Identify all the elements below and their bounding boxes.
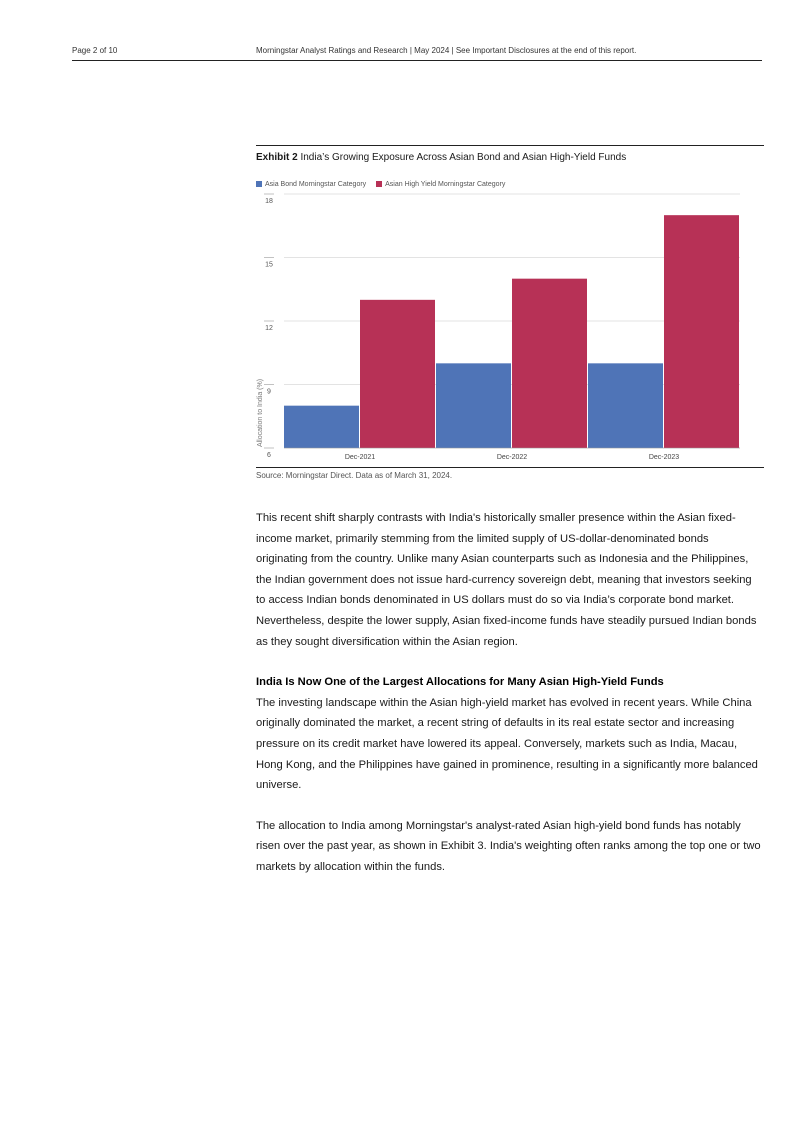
y-tick-label-2: 12 — [265, 325, 273, 332]
legend-swatch-asia-bond — [256, 181, 262, 187]
report-header-title: Morningstar Analyst Ratings and Research | May 2024 | See Important Disclosures at the end of this report. — [256, 46, 637, 55]
exhibit-source: Source: Morningstar Direct. Data as of March 31, 2024. — [256, 467, 764, 480]
y-axis-label: Allocation to India (%) — [257, 378, 264, 448]
legend-item-asia-bond — [256, 181, 368, 188]
paragraph-3: The allocation to India among Morningstar's analyst-rated Asian high-yield bond funds has notably risen over the past year, as shown in Exhibit 3. India's weighting often ranks among the top one or two markets by allocation within the funds. — [256, 819, 761, 873]
y-tick-label-0: 6 — [267, 452, 271, 459]
legend-label-asia-bond: Asia Bond Morningstar Category — [265, 181, 367, 188]
x-tick-label-1: Dec-2022 — [496, 454, 528, 461]
bar-dec-2022-series-0 — [436, 363, 511, 448]
exhibit-label: Exhibit 2 — [256, 152, 298, 163]
x-tick-label-2: Dec-2023 — [648, 454, 680, 461]
y-tick-label-3: 15 — [265, 261, 273, 269]
bar-chart — [256, 190, 764, 468]
paragraph-2: The investing landscape within the Asian high-yield market has evolved in recent years. While China originally dominated the market, a recent string of defaults in its real estate sector and increasing pressure on its credit market have lowered its appeal. Conversely, markets such as India, Macau, Hong Kong, and the Philippines have gained in prominence, resulting in a significantly more balanced universe. — [256, 696, 758, 792]
y-tick-label-4: 18 — [265, 198, 273, 205]
legend-label-asian-hy: Asian High Yield Morningstar Category — [385, 181, 506, 188]
page-number: Page 2 of 10 — [72, 46, 118, 55]
exhibit-title — [256, 151, 764, 164]
chart-legend — [256, 180, 764, 190]
article-body — [256, 508, 762, 898]
legend-item-asian-hy — [376, 181, 505, 188]
legend-swatch-asian-hy — [376, 181, 382, 187]
exhibit-2 — [256, 145, 764, 461]
bar-dec-2023-series-0 — [588, 363, 663, 448]
bar-dec-2021-series-0 — [284, 406, 359, 448]
x-tick-label-0: Dec-2021 — [344, 454, 376, 461]
bar-dec-2021-series-1 — [360, 300, 435, 448]
bar-dec-2023-series-1 — [664, 215, 739, 448]
section-heading: India Is Now One of the Largest Allocations for Many Asian High-Yield Funds — [256, 676, 664, 689]
paragraph-1: This recent shift sharply contrasts with India's historically smaller presence within the Asian fixed-income market, primarily stemming from the limited supply of US-dollar-denominated bonds originating from the country. Unlike many Asian counterparts such as Indonesia and the Philippines, the Indian government does not issue hard-currency sovereign debt, meaning that investors seeking to access Indian bonds denominated in US dollars must do so via India’s corporate bond market. Nevertheless, despite the lower supply, Asian fixed-income funds have steadily pursued Indian bonds as they sought diversification within the Asian region. — [256, 512, 757, 648]
bar-dec-2022-series-1 — [512, 279, 587, 448]
page-header — [72, 46, 762, 61]
y-tick-label-1: 9 — [267, 388, 271, 396]
exhibit-title-text: India’s Growing Exposure Across Asian Bond and Asian High-Yield Funds — [300, 152, 627, 163]
